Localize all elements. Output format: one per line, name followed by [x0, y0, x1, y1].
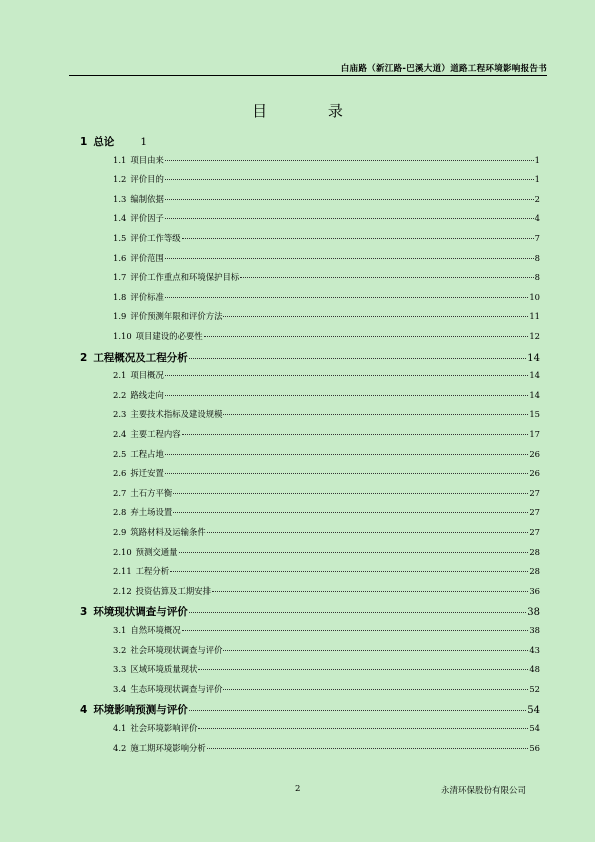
toc-entry-number: 1.10 — [113, 331, 132, 341]
footer-company: 永清环保股份有限公司 — [440, 786, 526, 796]
toc-entry-page: 8 — [534, 252, 540, 263]
toc-entry-number: 2 — [80, 351, 88, 364]
toc-entry-page: 17 — [529, 429, 540, 439]
toc-entry-label: 主要工程内容 — [130, 429, 181, 439]
toc-section-entry[interactable] — [80, 467, 540, 479]
toc-entry-page: 14 — [529, 389, 540, 400]
toc-leader-dots — [189, 612, 526, 613]
toc-entry-label: 评价因子 — [130, 213, 164, 224]
toc-entry-page: 54 — [529, 723, 540, 733]
toc-entry-number: 3.1 — [113, 625, 127, 635]
toc-section-entry[interactable] — [80, 154, 540, 166]
toc-entry-label: 评价工作等级 — [130, 233, 181, 243]
toc-entry-page: 12 — [529, 331, 540, 341]
toc-section-entry[interactable] — [80, 546, 540, 558]
toc-entry-page: 54 — [527, 705, 540, 717]
toc-entry-page: 28 — [529, 546, 540, 557]
toc-entry-number: 2.8 — [113, 507, 127, 518]
toc-entry-label: 预测交通量 — [135, 546, 178, 557]
toc-leader-dots — [173, 493, 528, 494]
toc-leader-dots — [165, 454, 529, 455]
toc-leader-dots — [165, 258, 534, 259]
toc-section-entry[interactable] — [80, 271, 540, 283]
toc-section-entry[interactable] — [80, 330, 540, 342]
toc-entry-page: 38 — [529, 625, 540, 635]
toc-entry-number: 3 — [80, 606, 88, 619]
toc-entry-page: 48 — [529, 664, 540, 675]
toc-chapter-entry[interactable] — [80, 350, 540, 365]
toc-leader-dots — [173, 512, 528, 513]
toc-leader-dots — [165, 297, 529, 298]
toc-section-entry[interactable] — [80, 212, 540, 224]
toc-entry-number: 2.12 — [113, 585, 132, 596]
toc-entry-page: 36 — [529, 585, 540, 596]
toc-section-entry[interactable] — [80, 310, 540, 322]
toc-leader-dots — [198, 669, 528, 670]
toc-section-entry[interactable] — [80, 232, 540, 244]
toc-section-entry[interactable] — [80, 722, 540, 734]
toc-entry-label: 项目由来 — [130, 154, 164, 165]
toc-entry-page: 27 — [529, 487, 540, 498]
toc-section-entry[interactable] — [80, 448, 540, 460]
toc-entry-number: 3.2 — [113, 644, 127, 655]
toc-leader-dots — [182, 238, 534, 239]
toc-entry-page: 27 — [529, 507, 540, 518]
toc-entry-label: 社会环境影响评价 — [130, 723, 198, 733]
footer-page-number: 2 — [295, 784, 301, 794]
toc-section-entry[interactable] — [80, 252, 540, 264]
toc-leader-dots — [223, 414, 528, 415]
toc-section-entry[interactable] — [80, 408, 540, 420]
toc-entry-number: 1.9 — [113, 311, 127, 322]
toc-leader-dots — [165, 473, 529, 474]
toc-entry-page: 43 — [529, 644, 540, 655]
toc-section-entry[interactable] — [80, 663, 540, 675]
toc-entry-page: 11 — [529, 311, 540, 322]
toc-leader-dots — [170, 571, 528, 572]
toc-section-entry[interactable] — [80, 369, 540, 381]
toc-section-entry[interactable] — [80, 644, 540, 656]
toc-leader-dots — [204, 336, 529, 337]
toc-leader-dots — [223, 316, 528, 317]
toc-entry-label: 生态环境现状调查与评价 — [130, 683, 223, 694]
toc-leader-dots — [207, 532, 529, 533]
toc-entry-page: 26 — [529, 448, 540, 459]
toc-section-entry[interactable] — [80, 624, 540, 636]
toc-leader-dots — [165, 160, 534, 161]
toc-entry-page: 1 — [534, 154, 540, 165]
toc-entry-page: 56 — [529, 742, 540, 753]
toc-entry-label: 评价范围 — [130, 252, 164, 263]
toc-entry-label: 社会环境现状调查与评价 — [130, 644, 223, 655]
toc-entry-label: 工程占地 — [130, 448, 164, 459]
toc-leader-dots — [182, 630, 529, 631]
toc-entry-number: 1.3 — [113, 193, 127, 204]
toc-entry-label: 总论 — [93, 136, 115, 148]
toc-entry-label: 评价工作重点和环境保护目标 — [130, 272, 240, 283]
toc-leader-dots — [165, 375, 529, 376]
toc-entry-label: 环境影响预测与评价 — [93, 704, 188, 717]
toc-entry-number: 1 — [80, 136, 88, 148]
toc-section-entry[interactable] — [80, 683, 540, 695]
toc-section-entry[interactable] — [80, 526, 540, 538]
toc-entry-label: 工程概况及工程分析 — [93, 351, 188, 364]
toc-entry-page: 27 — [529, 527, 540, 537]
toc-leader-dots — [223, 650, 528, 651]
toc-entry-page: 2 — [534, 193, 540, 204]
toc-entry-number: 4.1 — [113, 723, 127, 733]
toc-leader-dots — [198, 728, 528, 729]
toc-entry-label: 编制依据 — [130, 193, 164, 204]
toc-entry-page: 10 — [529, 291, 540, 302]
toc-section-entry[interactable] — [80, 742, 540, 754]
toc-section-entry[interactable] — [80, 389, 540, 401]
toc-entry-label: 区域环境质量现状 — [130, 664, 198, 675]
toc-entry-label: 施工期环境影响分析 — [130, 742, 206, 753]
toc-entry-label: 评价目的 — [130, 174, 164, 185]
toc-leader-dots — [240, 277, 533, 278]
toc-entry-number: 1.8 — [113, 291, 127, 302]
toc-entry-label: 拆迁安置 — [130, 468, 164, 479]
toc-entry-page: 28 — [529, 566, 540, 577]
toc-entry-number: 2.5 — [113, 448, 127, 459]
toc-leader-dots — [212, 591, 528, 592]
toc-entry-number: 2.6 — [113, 468, 127, 479]
toc-entry-number: 3.3 — [113, 664, 127, 675]
toc-entry-label: 评价预测年限和评价方法 — [130, 311, 223, 322]
toc-entry-page: 1 — [140, 136, 147, 148]
toc-entry-label: 评价标准 — [130, 291, 164, 302]
toc-entry-label: 项目建设的必要性 — [135, 331, 203, 341]
toc-entry-label: 自然环境概况 — [130, 625, 181, 635]
toc-entry-number: 2.9 — [113, 527, 127, 537]
toc-leader-dots — [189, 710, 526, 711]
toc-section-entry[interactable] — [80, 173, 540, 185]
toc-chapter-entry[interactable] — [80, 134, 540, 149]
toc-entry-number: 1.4 — [113, 213, 127, 224]
toc-entry-number: 1.6 — [113, 252, 127, 263]
toc-leader-dots — [165, 179, 534, 180]
toc-leader-dots — [223, 689, 528, 690]
toc-leader-dots — [207, 748, 529, 749]
toc-section-entry[interactable] — [80, 585, 540, 597]
toc-entry-label: 弃土场设置 — [130, 507, 173, 518]
toc-section-entry[interactable] — [80, 193, 540, 205]
toc-entry-page: 14 — [527, 352, 540, 364]
toc-entry-number: 2.3 — [113, 409, 127, 420]
toc-entry-page: 14 — [529, 370, 540, 381]
toc-entry-page: 7 — [534, 233, 540, 243]
header-rule — [69, 75, 547, 76]
toc-entry-page: 4 — [534, 213, 540, 224]
toc-leader-dots — [165, 395, 529, 396]
toc-entry-label: 环境现状调查与评价 — [93, 606, 188, 619]
header-title: 白庙路（新江路-巴溪大道）道路工程环境影响报告书 — [340, 64, 547, 74]
toc-entry-number: 3.4 — [113, 683, 127, 694]
toc-section-entry[interactable] — [80, 506, 540, 518]
toc-entry-label: 筑路材料及运输条件 — [130, 527, 206, 537]
toc-entry-label: 土石方平衡 — [130, 487, 173, 498]
toc-leader-dots — [165, 218, 534, 219]
toc-leader-dots — [182, 434, 529, 435]
toc-entry-page: 8 — [534, 272, 540, 283]
toc-entry-label: 工程分析 — [135, 566, 170, 577]
toc-entry-number: 2.11 — [113, 566, 132, 577]
toc-entry-number: 4.2 — [113, 742, 127, 753]
toc-leader-dots — [189, 358, 526, 359]
toc-entry-label: 项目概况 — [130, 370, 164, 381]
toc-chapter-entry[interactable] — [80, 702, 540, 717]
toc-leader-dots — [179, 552, 529, 553]
toc-entry-number: 1.2 — [113, 174, 127, 185]
toc-entry-number: 2.2 — [113, 389, 127, 400]
toc-entry-number: 2.10 — [113, 546, 132, 557]
toc-section-entry[interactable] — [80, 487, 540, 499]
toc-entry-page: 38 — [527, 607, 540, 619]
toc-entry-number: 2.4 — [113, 429, 127, 439]
toc-entry-number: 2.7 — [113, 487, 127, 498]
toc-chapter-entry[interactable] — [80, 604, 540, 619]
toc-entry-page: 26 — [529, 468, 540, 479]
toc-section-entry[interactable] — [80, 565, 540, 577]
toc-entry-page: 15 — [529, 409, 540, 420]
toc-entry-number: 1.7 — [113, 272, 127, 283]
toc-entry-label: 主要技术指标及建设规模 — [130, 409, 223, 420]
toc-heading: 目 录 — [252, 102, 371, 120]
toc-entry-label: 路线走向 — [130, 389, 164, 400]
toc-section-entry[interactable] — [80, 291, 540, 303]
toc-section-entry[interactable] — [80, 428, 540, 440]
toc-entry-page: 1 — [534, 174, 540, 185]
toc-entry-number: 1.1 — [113, 154, 127, 165]
toc-entry-page: 52 — [529, 683, 540, 694]
toc-entry-number: 4 — [80, 704, 88, 717]
toc-entry-label: 投资估算及工期安排 — [135, 585, 212, 596]
toc-entry-number: 1.5 — [113, 233, 127, 243]
toc-leader-dots — [165, 199, 534, 200]
toc-entry-number: 2.1 — [113, 370, 127, 381]
